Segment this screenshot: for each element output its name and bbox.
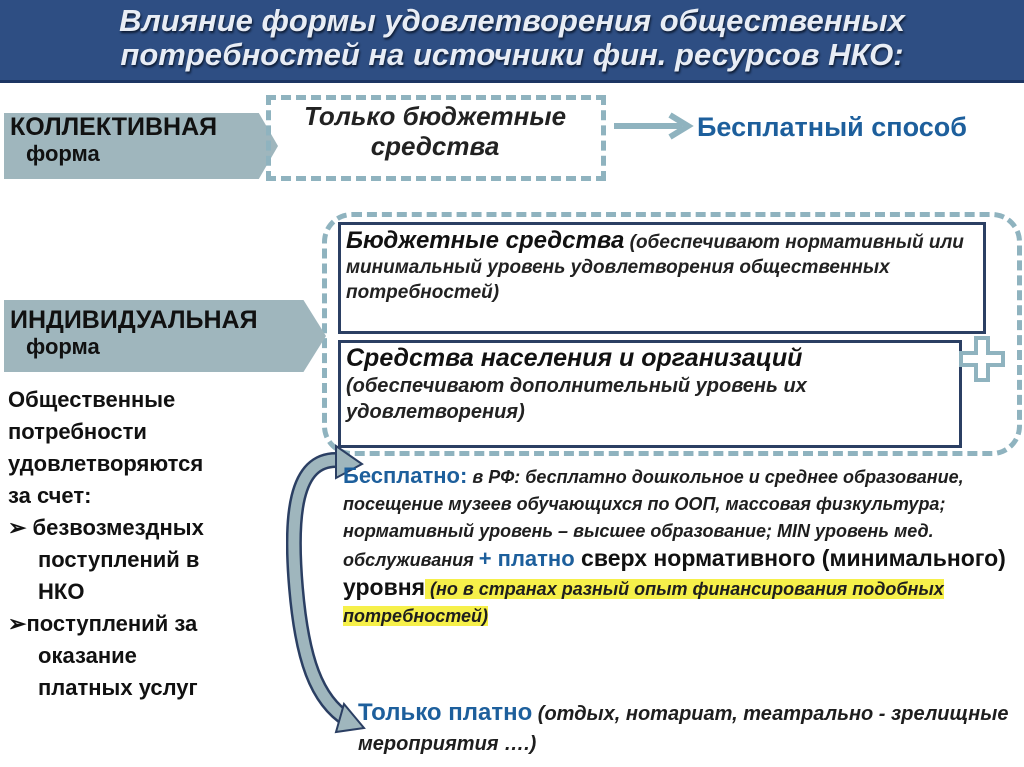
bullet-2-line-2: оказание (38, 643, 137, 668)
title-line-2: потребностей на источники фин. ресурсов НКО: (120, 37, 904, 72)
left-line-3: удовлетворяются (8, 451, 204, 476)
collective-label-line2: форма (26, 141, 100, 166)
free-text-2: сверх нормативного (минимального) уровня (343, 545, 1006, 600)
bullet-arrow-icon: ➢ (8, 611, 27, 636)
title-line-1: Влияние формы удовлетворения общественных (119, 3, 905, 38)
population-funds-desc: (обеспечивают дополнительный уровень их удовлетворения) (346, 375, 807, 423)
budget-funds-text (346, 228, 976, 305)
free-head: Бесплатно: (343, 463, 468, 488)
bullet-1 (8, 512, 268, 544)
collective-label-line1: КОЛЛЕКТИВНАЯ (10, 113, 218, 141)
paid-only-text (358, 698, 1018, 759)
bullet-2-line-1: поступлений за (26, 611, 198, 636)
population-funds-text (346, 345, 976, 425)
bullet-arrow-icon: ➢ (8, 515, 27, 540)
bullet-1-line-1: безвозмездных (26, 515, 204, 540)
paid-only-head: Только платно (358, 699, 533, 726)
budget-only-text: Только бюджетные средства (303, 101, 567, 161)
plus-paid: + платно (478, 546, 575, 571)
highlight-note: (но в странах разный опыт финансирования подобных потребностей) (343, 579, 944, 626)
free-method-label: Бесплатный способ (697, 112, 967, 142)
bullet-2 (8, 608, 268, 640)
collective-form-label (10, 113, 217, 167)
left-line-1: Общественные (8, 387, 176, 412)
plus-icon (959, 336, 1005, 382)
left-line-4: за счет: (8, 483, 92, 508)
individual-label-line2: форма (26, 334, 100, 359)
budget-funds-desc: (обеспечивают нормативный или минимальный уровень удовлетворения общественных потребностей) (346, 232, 964, 303)
individual-label-line1: ИНДИВИДУАЛЬНАЯ (10, 306, 258, 334)
page-title (0, 4, 1024, 72)
bullet-1-line-2: поступлений в (38, 547, 200, 572)
left-description (8, 384, 268, 704)
bullet-2-line-3: платных услуг (38, 675, 198, 700)
bullet-1-line-3: НКО (38, 579, 85, 604)
population-funds-head: Средства населения и организаций (346, 344, 803, 372)
individual-form-label (10, 306, 258, 360)
paid-only-desc: (отдых, нотариат, театрально - зрелищные мероприятия ….) (358, 703, 1009, 755)
arrow-right-icon (612, 112, 694, 140)
budget-funds-head: Бюджетные средства (346, 227, 625, 254)
free-text-1: в РФ: бесплатно дошкольное и среднее образование, посещение музеев обучающихся по ООП, массовая физкультура; нормативный уровень – высшее образование; MIN уровень мед. обслуживания (343, 467, 964, 570)
free-services-text (343, 462, 1023, 630)
left-line-2: потребности (8, 419, 147, 444)
